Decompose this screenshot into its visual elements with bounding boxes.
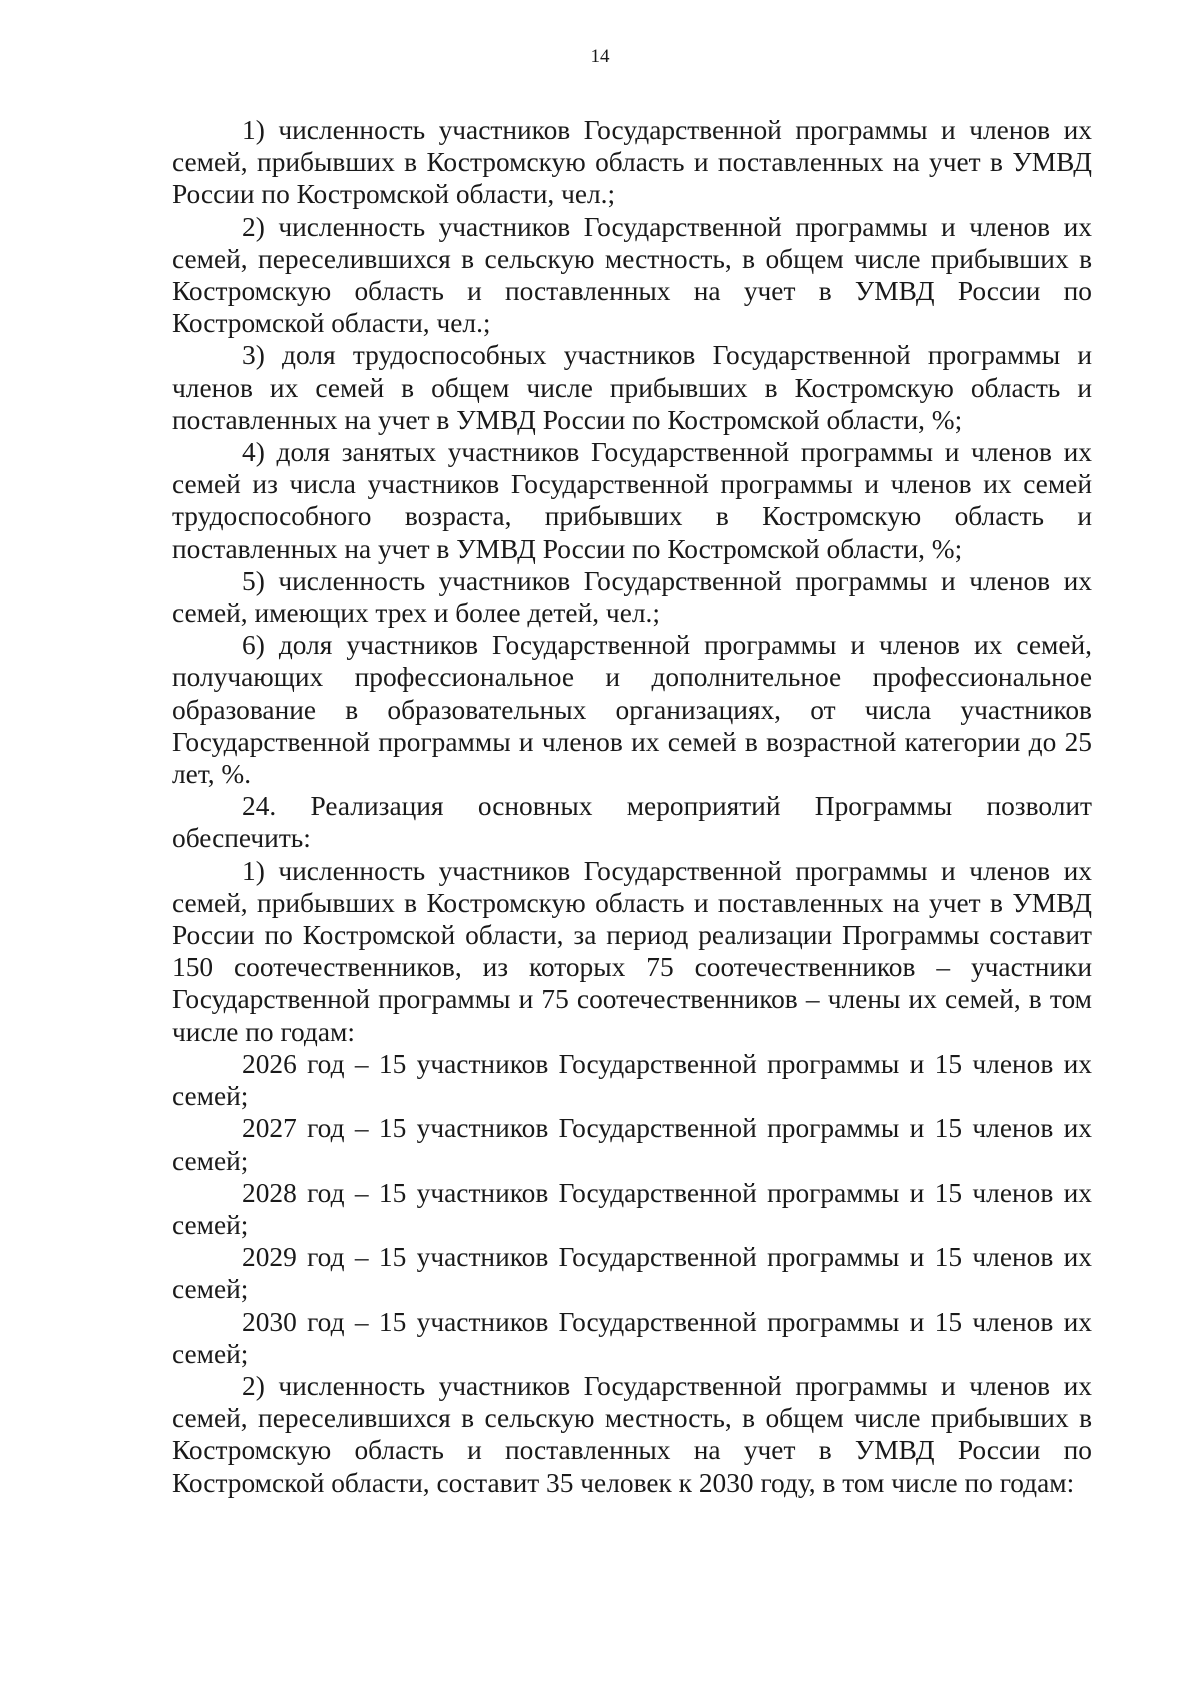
paragraph-indicator-1: 1) численность участников Государственной программы и членов их семей, прибывших в Костромскую область и поставленных на учет в УМВД России по Костромской области, чел.; xyxy=(172,115,1092,210)
paragraph-section-24: 24. Реализация основных мероприятий Программы позволит обеспечить: xyxy=(172,791,1092,854)
paragraph-year-2030: 2030 год – 15 участников Государственной программы и 15 членов их семей; xyxy=(172,1306,1092,1369)
paragraph-year-2027: 2027 год – 15 участников Государственной программы и 15 членов их семей; xyxy=(172,1113,1092,1176)
paragraph-indicator-3: 3) доля трудоспособных участников Государственной программы и членов их семей в общем числе прибывших в Костромскую область и поставленных на учет в УМВД России по Костромской области, %; xyxy=(172,340,1092,435)
page-number: 14 xyxy=(590,46,610,67)
document-body xyxy=(172,114,1092,1499)
paragraph-indicator-2: 2) численность участников Государственной программы и членов их семей, переселившихся в сельскую местность, в общем числе прибывших в Костромскую область и поставленных на учет в УМВД России по Костромской области, чел.; xyxy=(172,211,1092,339)
paragraph-result-1: 1) численность участников Государственной программы и членов их семей, прибывших в Костромскую область и поставленных на учет в УМВД России по Костромской области, за период реализации Программы составит 150 соотечественников, из которых 75 соотечественников – участники Государственной программы и 75 соотечественников – члены их семей, в том числе по годам: xyxy=(172,855,1092,1047)
paragraph-indicator-4: 4) доля занятых участников Государственной программы и членов их семей из числа участников Государственной программы и членов их семей трудоспособного возраста, прибывших в Костромскую область и поставленных на учет в УМВД России по Костромской области, %; xyxy=(172,437,1092,564)
paragraph-indicator-6: 6) доля участников Государственной программы и членов их семей, получающих профессиональное и дополнительное профессиональное образование в образовательных организациях, от числа участников Государственной программы и членов их семей в возрастной категории до 25 лет, %. xyxy=(172,630,1092,790)
paragraph-year-2029: 2029 год – 15 участников Государственной программы и 15 членов их семей; xyxy=(172,1242,1092,1305)
paragraph-year-2026: 2026 год – 15 участников Государственной программы и 15 членов их семей; xyxy=(172,1048,1092,1112)
paragraph-indicator-5: 5) численность участников Государственной программы и членов их семей, имеющих трех и более детей, чел.; xyxy=(172,565,1092,629)
paragraph-year-2028: 2028 год – 15 участников Государственной программы и 15 членов их семей; xyxy=(172,1177,1092,1240)
paragraph-result-2: 2) численность участников Государственной программы и членов их семей, переселившихся в сельскую местность, в общем числе прибывших в Костромскую область и поставленных на учет в УМВД России по Костромской области, составит 35 человек к 2030 году, в том числе по годам: xyxy=(172,1370,1092,1498)
